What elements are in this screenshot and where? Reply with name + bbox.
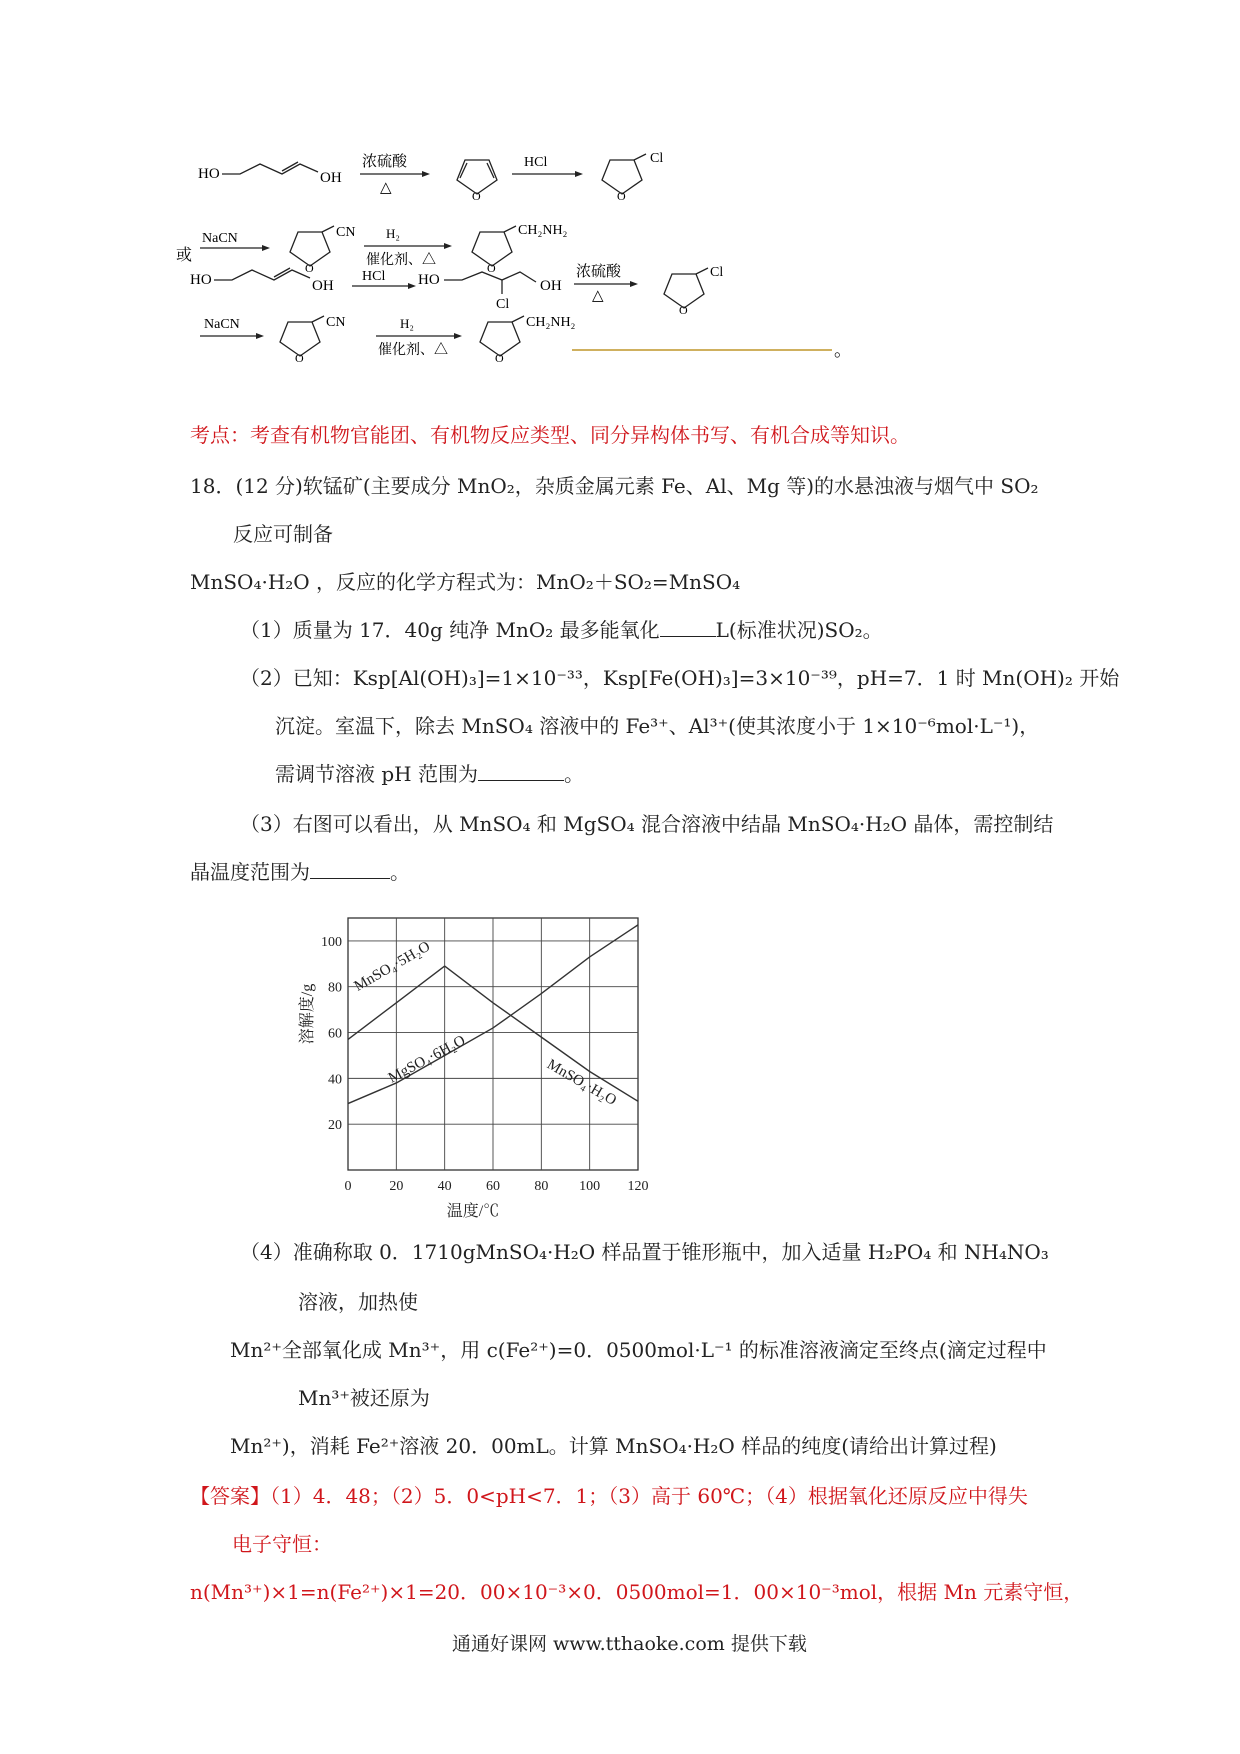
y-tick-label: 80 — [328, 980, 342, 996]
x-tick-label: 20 — [389, 1179, 404, 1194]
part2-text-b: 。 — [563, 762, 584, 786]
arrow-head — [422, 171, 430, 177]
q18-line2: 反应可制备 — [233, 522, 333, 546]
chlorotetrahydrofuran-2 — [664, 268, 708, 317]
arrow-head — [444, 243, 452, 249]
reagent-h2-2: H₂ — [400, 316, 414, 331]
reagent-nacn: NaCN — [202, 231, 238, 246]
reagent-catalyst: 催化剂、△ — [366, 253, 436, 268]
y-tick-label: 60 — [328, 1026, 342, 1042]
y-tick-label: 100 — [321, 934, 342, 950]
q18-part2-line2: 沉淀。室温下，除去 MnSO₄ 溶液中的 Fe³⁺、Al³⁺(使其浓度小于 1×10⁻⁶mol·L⁻¹)， — [275, 714, 1040, 738]
reagent-hcl-2: HCl — [362, 269, 386, 284]
reagent-conc-h2so4-2: 浓硫酸 — [576, 264, 622, 280]
x-tick-label: 0 — [344, 1179, 352, 1194]
page-footer: 通通好课网 www.tthaoke.com 提供下载 — [452, 1633, 807, 1655]
part2-blank[interactable] — [478, 762, 564, 781]
heat-symbol-2: △ — [592, 288, 604, 304]
y-tick-label: 20 — [328, 1118, 342, 1134]
q18-part4-line3: Mn²⁺全部氧化成 Mn³⁺，用 c(Fe²⁺)=0．0500mol·L⁻¹ 的标准溶液滴定至终点(滴定过程中 — [230, 1338, 1047, 1362]
scheme-cl: Cl — [650, 151, 664, 166]
scheme-r1-end: OH — [320, 170, 342, 186]
heat-symbol: △ — [380, 180, 392, 196]
arrow-head — [262, 245, 270, 251]
answer-line1: 【答案】（1）4．48；（2）5．0<pH<7．1；（3）高于 60℃；（4）根据氧化还原反应中得失 — [190, 1484, 1028, 1508]
q18-part4-line4: Mn³⁺被还原为 — [298, 1386, 430, 1410]
series-label: MnSO₄·5H₂O — [351, 938, 433, 995]
y-axis-label: 溶解度/g — [299, 983, 316, 1045]
svg-text:O: O — [295, 351, 304, 365]
q18-part4-line2: 溶液，加热使 — [298, 1290, 418, 1314]
arrow-head — [630, 281, 638, 287]
reagent-nacn-2: NaCN — [204, 317, 240, 332]
scheme-cl-2: Cl — [710, 265, 724, 280]
x-tick-label: 120 — [627, 1179, 649, 1194]
part3-text-b: 。 — [390, 860, 410, 884]
answer-line2: 电子守恒： — [232, 1532, 332, 1556]
x-tick-label: 80 — [534, 1179, 549, 1194]
part3-blank[interactable] — [310, 860, 390, 879]
q18-part1 — [240, 618, 883, 642]
cyanotetrahydrofuran — [290, 226, 334, 275]
svg-text:O: O — [495, 351, 504, 365]
scheme-or: 或 — [176, 247, 193, 264]
butenediol-chain — [214, 270, 310, 280]
q18-part3-line1: （3）右图可以看出，从 MnSO₄ 和 MgSO₄ 混合溶液中结晶 MnSO₄·H₂O 晶体，需控制结 — [240, 812, 1054, 836]
dihydrofuran-ring — [457, 160, 497, 203]
part1-blank[interactable] — [660, 618, 716, 637]
cyanotetrahydrofuran-2 — [280, 316, 324, 365]
arrow-head — [454, 333, 462, 339]
y-tick-label: 40 — [328, 1072, 342, 1088]
part3-text-a: 晶温度范围为 — [190, 860, 310, 884]
x-tick-label: 60 — [486, 1179, 500, 1194]
reagent-h2: H₂ — [386, 226, 400, 241]
reaction-scheme — [176, 150, 880, 410]
chlorobutanediol-ho: HO — [418, 272, 440, 288]
svg-text:O: O — [472, 189, 481, 203]
arrow-head — [408, 283, 416, 289]
scheme-cn: CN — [336, 225, 356, 240]
kaodian-note: 考点：考查有机物官能团、有机物反应类型、同分异构体书写、有机合成等知识。 — [190, 423, 910, 447]
scheme-period: 。 — [834, 340, 852, 360]
scheme-r1-start: HO — [198, 166, 220, 182]
svg-text:O: O — [305, 261, 314, 275]
scheme-r3-end: OH — [312, 278, 334, 294]
answer-line3: n(Mn³⁺)×1=n(Fe²⁺)×1=20．00×10⁻³×0．0500mol=1．00×10⁻³mol，根据 Mn 元素守恒， — [190, 1580, 1084, 1604]
q18-part4-line1: （4）准确称取 0．1710gMnSO₄·H₂O 样品置于锥形瓶中，加入适量 H₂PO₄ 和 NH₄NO₃ — [240, 1240, 1049, 1264]
x-tick-label: 40 — [437, 1179, 452, 1194]
part1-text-b: L(标准状况)SO₂。 — [715, 618, 883, 642]
x-tick-label: 100 — [579, 1179, 601, 1194]
series-label: MnSO₄·H₂O — [544, 1056, 619, 1109]
q18-part3-line2 — [190, 860, 410, 884]
svg-text:O: O — [679, 303, 688, 317]
solubility-chart — [290, 900, 670, 1220]
aminomethyl-tetrahydrofuran — [472, 226, 516, 275]
q18-line1: 18．(12 分)软锰矿(主要成分 MnO₂，杂质金属元素 Fe、Al、Mg 等)的水悬浊液与烟气中 SO₂ — [190, 474, 1039, 498]
chlorotetrahydrofuran — [602, 154, 646, 203]
scheme-cn-2: CN — [326, 315, 346, 330]
series-label: MgSO₄·6H₂O — [385, 1032, 469, 1087]
x-axis-label: 温度/℃ — [446, 1203, 500, 1220]
part2-text-a: 需调节溶液 pH 范围为 — [275, 762, 478, 786]
butenediol-chain — [222, 164, 318, 174]
reagent-catalyst-2: 催化剂、△ — [378, 343, 448, 358]
q18-part2-line1: （2）已知：Ksp[Al(OH)₃]=1×10⁻³³，Ksp[Fe(OH)₃]=3×10⁻³⁹，pH=7．1 时 Mn(OH)₂ 开始 — [240, 666, 1120, 690]
arrow-head — [575, 171, 583, 177]
q18-part4-line5: Mn²⁺)，消耗 Fe²⁺溶液 20．00mL。计算 MnSO₄·H₂O 样品的纯度(请给出计算过程) — [230, 1434, 997, 1458]
q18-part2-line3 — [275, 762, 584, 786]
scheme-ch2nh2: CH₂NH₂ — [518, 223, 568, 238]
q18-line3: MnSO₄·H₂O ，反应的化学方程式为：MnO₂＋SO₂=MnSO₄ — [190, 570, 741, 594]
scheme-r3-start: HO — [190, 272, 212, 288]
chlorobutanediol-oh: OH — [540, 278, 562, 294]
reagent-conc-h2so4: 浓硫酸 — [362, 154, 408, 170]
svg-text:O: O — [487, 261, 496, 275]
chlorobutanediol-cl: Cl — [496, 297, 510, 312]
arrow-head — [256, 333, 264, 339]
part1-text-a: （1）质量为 17．40g 纯净 MnO₂ 最多能氧化 — [240, 618, 660, 642]
svg-text:O: O — [617, 189, 626, 203]
reagent-hcl: HCl — [524, 155, 548, 170]
aminomethyl-tetrahydrofuran-2 — [480, 316, 524, 365]
scheme-ch2nh2-2: CH₂NH₂ — [526, 315, 576, 330]
